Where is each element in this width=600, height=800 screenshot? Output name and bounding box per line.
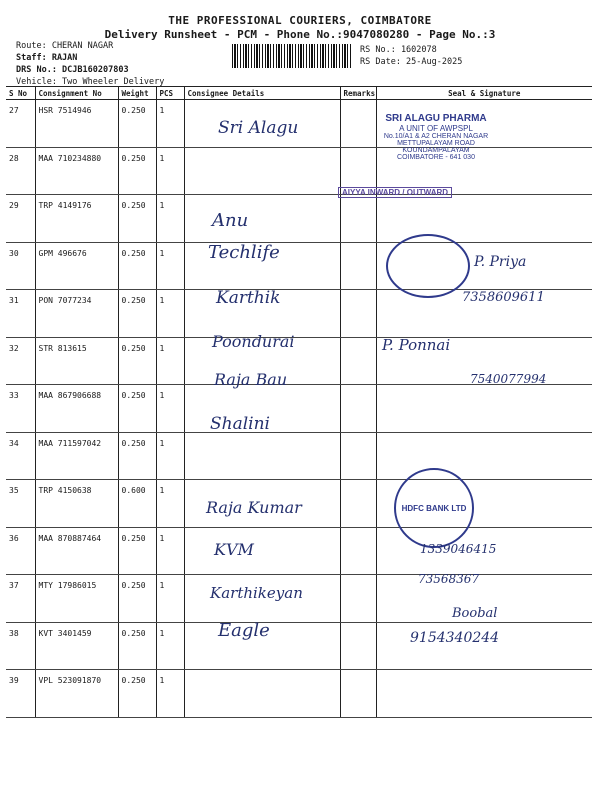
table-row	[6, 670, 592, 718]
hw-consignee-32: Poondurai	[212, 332, 295, 351]
cell-consignment-no: MAA 711597042	[35, 432, 118, 480]
cell-consignment-no: KVT 3401459	[35, 622, 118, 670]
company-title: THE PROFESSIONAL COURIERS, COIMBATORE	[168, 14, 432, 27]
cell-sno: 39	[6, 670, 35, 718]
cell-weight: 0.250	[118, 290, 156, 338]
table-row	[6, 527, 592, 575]
cell-remarks	[340, 337, 376, 385]
pharma-stamp-address1: No.10/A1 & A2 CHERAN NAGAR	[383, 133, 489, 140]
cell-consignee-details	[184, 195, 340, 243]
cell-consignment-no: MAA 870887464	[35, 527, 118, 575]
cell-consignment-no: PON 7077234	[35, 290, 118, 338]
hw-consignee-29: Anu	[212, 210, 249, 231]
cell-sno: 34	[6, 432, 35, 480]
cell-consignee-details	[184, 527, 340, 575]
cell-pcs: 1	[156, 622, 184, 670]
table-row	[6, 622, 592, 670]
route-label: Route: CHERAN NAGAR	[16, 41, 114, 51]
hw-signature-31: 7358609611	[462, 290, 545, 305]
col-weight: Weight	[118, 87, 156, 100]
barcode	[232, 44, 352, 68]
cell-remarks	[340, 385, 376, 433]
cell-remarks	[340, 575, 376, 623]
hw-consignee-35: Shalini	[210, 414, 270, 434]
hw-signature-39-phone: 9154340244	[410, 630, 500, 646]
hw-consignee-38: Karthikeyan	[210, 584, 303, 602]
cell-consignee-details	[184, 432, 340, 480]
cell-consignment-no: TRP 4149176	[35, 195, 118, 243]
col-remarks: Remarks	[340, 87, 376, 100]
table-row	[6, 432, 592, 480]
hw-signature-38: 73568367	[418, 572, 480, 586]
cell-seal-signature	[376, 670, 592, 718]
runsheet-subtitle: Delivery Runsheet - PCM - Phone No.:9047080280 - Page No.:3	[104, 28, 496, 41]
cell-sno: 27	[6, 100, 35, 148]
table-row	[6, 385, 592, 433]
cell-remarks	[340, 195, 376, 243]
hw-signature-39-name: Boobal	[452, 606, 498, 621]
cell-consignment-no: VPL 523091870	[35, 670, 118, 718]
cell-sno: 36	[6, 527, 35, 575]
cell-pcs: 1	[156, 480, 184, 528]
cell-consignment-no: TRP 4150638	[35, 480, 118, 528]
cell-sno: 28	[6, 147, 35, 195]
cell-pcs: 1	[156, 195, 184, 243]
cell-consignment-no: MAA 867906688	[35, 385, 118, 433]
cell-weight: 0.250	[118, 100, 156, 148]
cell-consignment-no: GPM 496676	[35, 242, 118, 290]
cell-remarks	[340, 670, 376, 718]
cell-pcs: 1	[156, 575, 184, 623]
cell-sno: 33	[6, 385, 35, 433]
cell-sno: 29	[6, 195, 35, 243]
cell-sno: 32	[6, 337, 35, 385]
pharma-stamp-address2: METTUPALAYAM ROAD	[397, 140, 475, 147]
cell-sno: 38	[6, 622, 35, 670]
cell-sno: 31	[6, 290, 35, 338]
hw-signature-30: P. Priya	[474, 254, 527, 270]
cell-weight: 0.250	[118, 242, 156, 290]
hw-consignee-33: Raja Bau	[214, 370, 288, 389]
drs-label: DRS No.: DCJB160207803	[16, 65, 129, 75]
col-sno: S No	[6, 87, 35, 100]
round-seal	[386, 234, 470, 298]
hw-consignee-37: KVM	[214, 540, 254, 559]
col-consignment: Consignment No	[35, 87, 118, 100]
col-consignee: Consignee Details	[184, 87, 340, 100]
cell-consignee-details	[184, 147, 340, 195]
hw-signature-33: 7540077994	[470, 372, 547, 386]
hw-signature-32: P. Ponnai	[382, 336, 451, 354]
cell-remarks	[340, 527, 376, 575]
cell-consignee-details	[184, 670, 340, 718]
cell-weight: 0.250	[118, 432, 156, 480]
hw-consignee-36: Raja Kumar	[206, 498, 302, 517]
cell-pcs: 1	[156, 432, 184, 480]
table-header-row	[6, 87, 592, 100]
cell-weight: 0.250	[118, 337, 156, 385]
rs-number: RS No.: 1602078	[360, 45, 437, 55]
cell-seal-signature	[376, 385, 592, 433]
cell-pcs: 1	[156, 290, 184, 338]
cell-weight: 0.600	[118, 480, 156, 528]
hw-consignee-30: Techlife	[208, 242, 280, 263]
cell-weight: 0.250	[118, 575, 156, 623]
vehicle-label: Vehicle: Two Wheeler Delivery	[16, 77, 165, 87]
pharma-stamp-name: SRI ALAGU PHARMA	[385, 113, 487, 124]
cell-remarks	[340, 242, 376, 290]
bank-seal	[394, 468, 474, 548]
cell-remarks	[340, 290, 376, 338]
cell-weight: 0.250	[118, 622, 156, 670]
col-pcs: PCS	[156, 87, 184, 100]
cell-consignment-no: STR 813615	[35, 337, 118, 385]
cell-remarks	[340, 622, 376, 670]
cell-pcs: 1	[156, 100, 184, 148]
cell-seal-signature	[376, 432, 592, 480]
header-meta-right	[360, 44, 462, 68]
cell-pcs: 1	[156, 147, 184, 195]
rs-date: RS Date: 25-Aug-2025	[360, 57, 463, 67]
pharma-stamp-address3: KOUNDAMPALAYAM	[402, 147, 470, 154]
cell-pcs: 1	[156, 670, 184, 718]
cell-remarks	[340, 432, 376, 480]
hw-consignee-31: Karthik	[216, 288, 281, 308]
cell-consignment-no: MTY 17986015	[35, 575, 118, 623]
cell-weight: 0.250	[118, 195, 156, 243]
col-signature: Seal & Signature	[376, 87, 592, 100]
cell-weight: 0.250	[118, 670, 156, 718]
cell-sno: 37	[6, 575, 35, 623]
cell-weight: 0.250	[118, 147, 156, 195]
header-meta-left	[16, 40, 164, 88]
cell-pcs: 1	[156, 242, 184, 290]
cell-remarks	[340, 480, 376, 528]
cell-pcs: 1	[156, 337, 184, 385]
hw-signature-37: 1339046415	[420, 542, 497, 556]
pharma-stamp-unit: A UNIT OF AWPSPL	[399, 124, 473, 133]
cell-consignment-no: MAA 710234880	[35, 147, 118, 195]
inward-stamp: AIYYA INWARD / OUTWARD	[338, 187, 452, 198]
cell-sno: 35	[6, 480, 35, 528]
cell-seal-signature	[376, 195, 592, 243]
runsheet-table	[6, 86, 592, 718]
cell-sno: 30	[6, 242, 35, 290]
table-row	[6, 195, 592, 243]
cell-weight: 0.250	[118, 385, 156, 433]
pharma-stamp	[350, 112, 522, 162]
bank-seal-label: HDFC BANK LTD	[401, 503, 467, 513]
cell-pcs: 1	[156, 385, 184, 433]
cell-weight: 0.250	[118, 527, 156, 575]
cell-consignment-no: HSR 7514946	[35, 100, 118, 148]
hw-consignee-27: Sri Alagu	[218, 118, 299, 138]
hw-consignee-39: Eagle	[218, 620, 270, 641]
cell-pcs: 1	[156, 527, 184, 575]
pharma-stamp-address4: COIMBATORE - 641 030	[397, 154, 475, 161]
staff-label: Staff: RAJAN	[16, 53, 78, 63]
